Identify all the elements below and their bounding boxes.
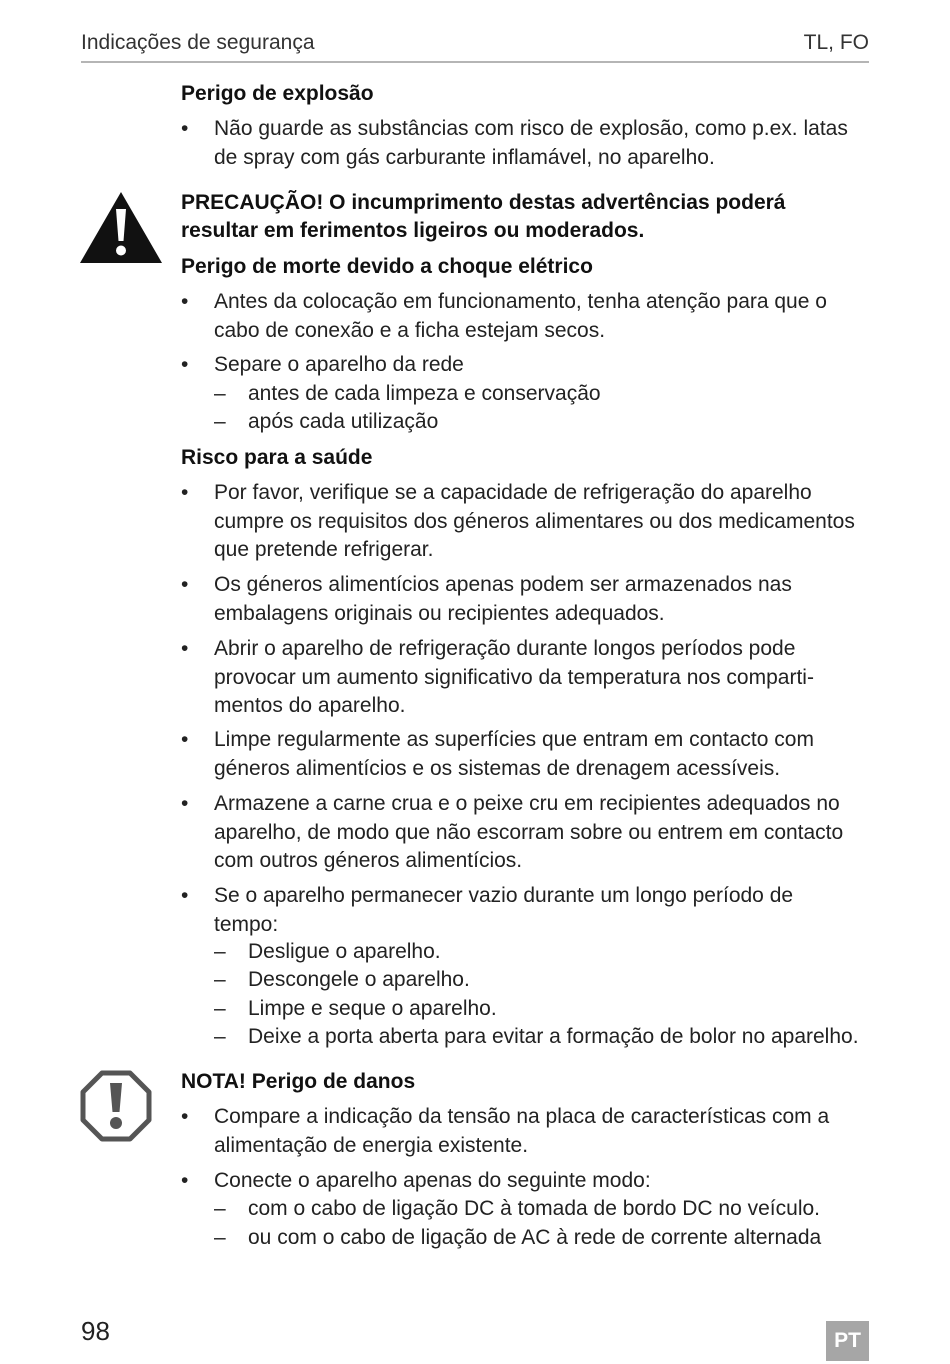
text-line: Não guarde as substâncias com risco de explosão, como p.ex. latas [214,117,848,140]
dash-symbol: – [214,997,226,1020]
bullet-symbol: • [181,117,189,140]
text-line: Se o aparelho permanecer vazio durante um longo período de [214,884,794,907]
dash-symbol: – [214,382,226,405]
bullet-symbol: • [181,481,189,504]
bullet-symbol: • [181,792,189,815]
warning-triangle-icon [80,192,162,264]
text-line: embalagens originais ou recipientes adequados. [214,601,665,625]
language-badge: PT [826,1321,869,1361]
text-line: com outros géneros alimentícios. [214,849,523,872]
sub-item-text: Limpe e seque o aparelho. [248,997,497,1020]
running-header-models: TL, FO [803,31,869,54]
heading-health-risk: Risco para a saúde [181,446,373,469]
heading-notice: NOTA! Perigo de danos [181,1070,416,1093]
bullet-symbol: • [181,728,189,751]
dash-symbol: – [214,940,226,963]
dash-symbol: – [214,410,226,433]
text-line: cabo de conexão e a ficha estejam secos. [214,318,606,342]
bullet-text [214,479,874,565]
text-line: Compare a indicação da tensão na placa de características com a [214,1105,830,1128]
bullet-text [214,115,874,172]
bullet-symbol: • [181,353,189,376]
text-line: Os géneros alimentícios apenas podem ser armazenados nas [214,573,792,596]
sub-item-text: Descongele o aparelho. [248,968,470,991]
caution-title: PRECAUÇÃO! O incumprimento destas advertências poderá [181,191,786,214]
bullet-text [214,635,874,721]
text-line: Conecte o aparelho apenas do seguinte modo: [214,1169,651,1192]
text-line: Por favor, verifique se a capacidade de refrigeração do aparelho [214,481,812,504]
sub-item-text: antes de cada limpeza e conservação [248,382,601,405]
bullet-text [214,571,874,628]
running-header-section: Indicações de segurança [81,31,315,54]
dash-symbol: – [214,1226,226,1249]
text-line: Abrir o aparelho de refrigeração durante longos períodos pode [214,637,796,660]
text-line: de spray com gás carburante inflamável, no aparelho. [214,145,715,169]
text-line: aparelho, de modo que não escorram sobre ou entrem em contacto [214,820,844,844]
page-number: 98 [81,1316,110,1346]
dash-symbol: – [214,1025,226,1048]
sub-item-text: Desligue o aparelho. [248,940,441,963]
bullet-text [214,351,874,380]
bullet-symbol: • [181,573,189,596]
bullet-text [214,1103,874,1160]
caution-subtitle: resultar em ferimentos ligeiros ou moderados. [181,219,645,242]
bullet-text [214,790,874,876]
text-line: géneros alimentícios e os sistemas de drenagem acessíveis. [214,756,781,780]
bullet-text [214,882,874,939]
text-line: cumpre os requisitos dos géneros alimentares ou dos medicamentos [214,509,855,533]
text-line: que pretende refrigerar. [214,538,434,561]
dash-symbol: – [214,968,226,991]
header-divider [81,61,869,63]
notice-octagon-icon [80,1070,152,1142]
text-line: Armazene a carne crua e o peixe cru em recipientes adequados no [214,792,840,815]
text-line: Separe o aparelho da rede [214,353,464,376]
bullet-symbol: • [181,290,189,313]
bullet-symbol: • [181,884,189,907]
heading-electric-shock: Perigo de morte devido a choque elétrico [181,255,593,278]
text-line: alimentação de energia existente. [214,1133,529,1157]
dash-symbol: – [214,1197,226,1220]
sub-item-text: após cada utilização [248,410,439,433]
sub-item-text: Deixe a porta aberta para evitar a formação de bolor no aparelho. [248,1025,859,1048]
text-line: provocar um aumento significativo da temperatura nos comparti- [214,665,814,689]
sub-item-text: com o cabo de ligação DC à tomada de bordo DC no veículo. [248,1197,820,1220]
bullet-text [214,288,874,345]
text-line: Limpe regularmente as superfícies que entram em contacto com [214,728,814,751]
text-line: Antes da colocação em funcionamento, tenha atenção para que o [214,290,827,313]
heading-explosion: Perigo de explosão [181,82,374,105]
text-line: mentos do aparelho. [214,694,406,717]
bullet-text [214,1167,874,1196]
text-line: tempo: [214,912,279,936]
bullet-symbol: • [181,1105,189,1128]
bullet-symbol: • [181,637,189,660]
bullet-symbol: • [181,1169,189,1192]
bullet-text [214,726,874,783]
sub-item-text: ou com o cabo de ligação de AC à rede de corrente alternada [248,1226,822,1249]
